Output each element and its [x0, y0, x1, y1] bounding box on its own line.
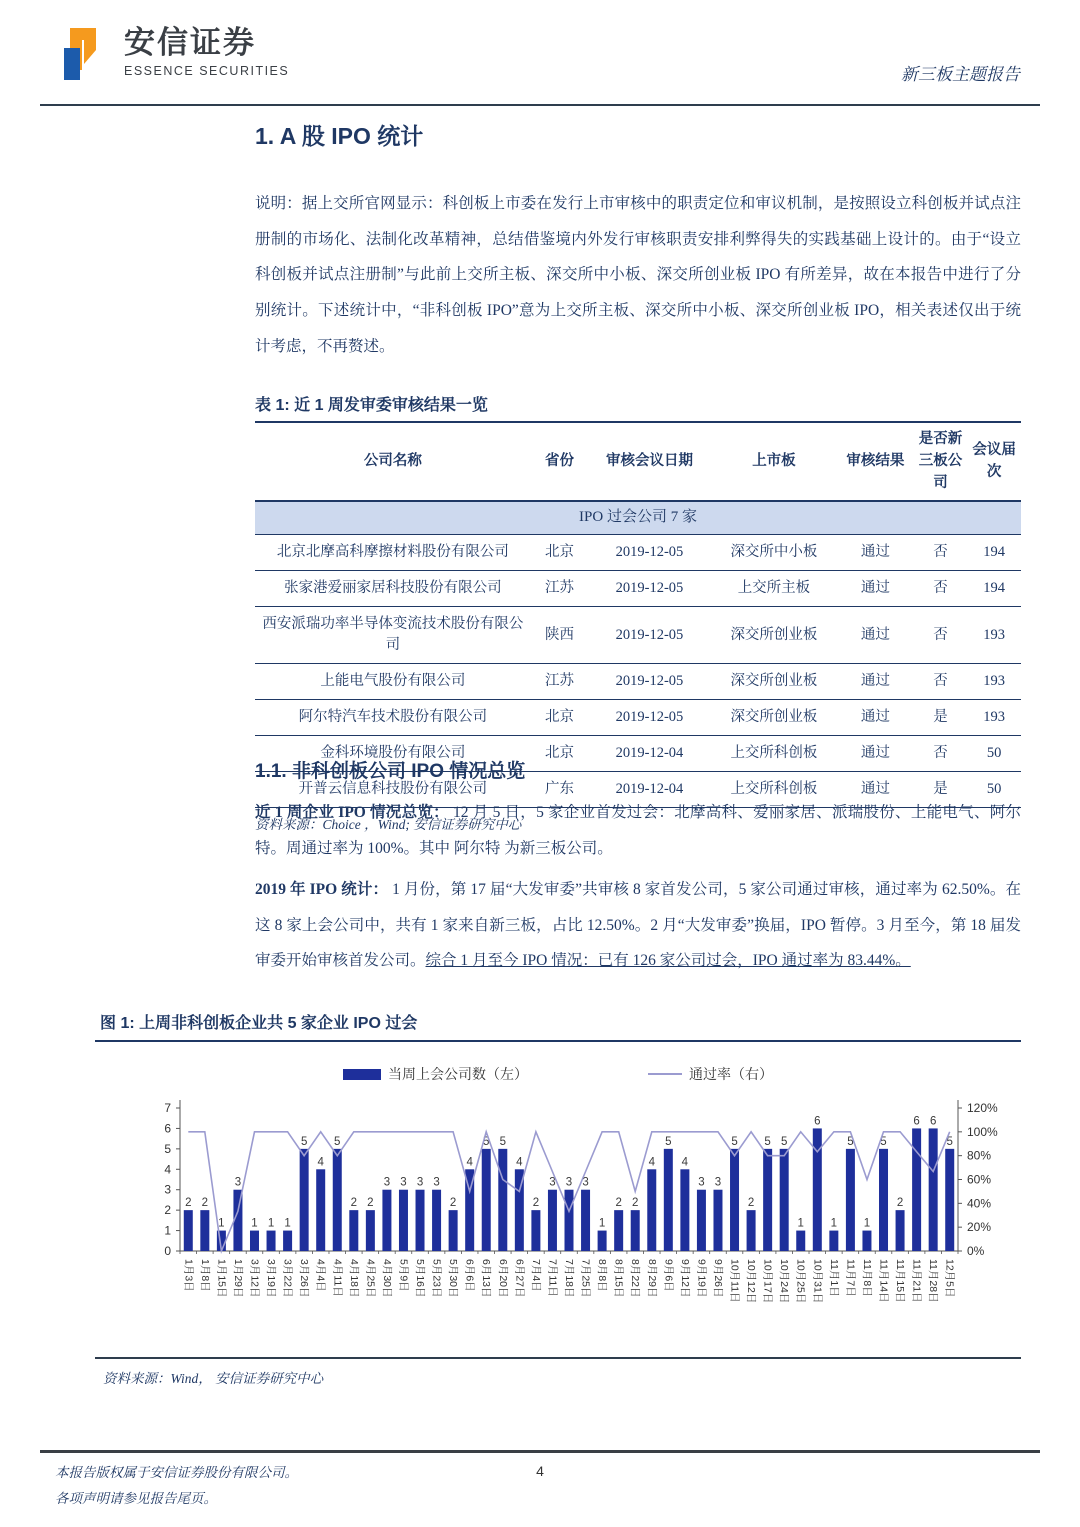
svg-text:10月25日: 10月25日 [794, 1259, 807, 1304]
table-cell: 2019-12-05 [615, 580, 684, 597]
svg-text:5: 5 [780, 1135, 788, 1148]
svg-text:6月20日: 6月20日 [496, 1259, 509, 1298]
svg-text:5月23日: 5月23日 [430, 1259, 443, 1298]
svg-text:4月18日: 4月18日 [347, 1259, 360, 1298]
table-cell: 194 [983, 544, 1006, 560]
svg-text:80%: 80% [967, 1148, 992, 1163]
svg-text:120%: 120% [967, 1101, 998, 1115]
svg-text:3: 3 [383, 1176, 391, 1189]
weekly-summary-text: 12 月 5 日，5 家企业首发过会：北摩高科、爱丽家居、派瑞股份、上能电气、阿尔特。周通过率为 100%。其中 阿尔特 为新三板公司。 [255, 804, 1021, 857]
svg-text:6: 6 [814, 1115, 821, 1128]
table-column-header: 会议届次 [972, 441, 1016, 480]
table-cell: 深交所创业板 [730, 709, 818, 726]
page-header [62, 26, 1020, 91]
table-cell: 通过 [860, 580, 890, 597]
svg-text:1: 1 [830, 1217, 838, 1230]
figure-1-caption-rule [95, 1040, 1021, 1042]
svg-text:1: 1 [164, 1223, 171, 1238]
svg-text:2: 2 [164, 1203, 171, 1218]
table-1-caption: 表 1: 近 1 周发审委审核结果一览 [255, 397, 488, 414]
svg-text:40%: 40% [967, 1196, 992, 1211]
table-cell: 通过 [860, 781, 890, 798]
svg-text:4: 4 [648, 1156, 655, 1169]
svg-text:0: 0 [164, 1244, 171, 1258]
table-cell: 广东 [544, 781, 574, 798]
svg-text:2: 2 [185, 1197, 192, 1210]
svg-text:4: 4 [516, 1156, 523, 1169]
svg-text:9月6日: 9月6日 [662, 1259, 675, 1292]
table-cell: 2019-12-05 [615, 709, 684, 726]
svg-text:6: 6 [164, 1121, 171, 1136]
ipo-weekly-chart [95, 1088, 1021, 1344]
svg-text:3: 3 [698, 1176, 705, 1189]
svg-text:3: 3 [400, 1176, 407, 1189]
svg-text:9月19日: 9月19日 [695, 1259, 708, 1298]
footer-line1: 本报告版权属于安信证券股份有限公司。 [55, 1465, 298, 1480]
svg-text:1: 1 [863, 1217, 871, 1230]
table-column-header: 省份 [544, 452, 574, 469]
svg-text:1: 1 [267, 1217, 275, 1230]
svg-text:11月1日: 11月1日 [827, 1259, 840, 1297]
svg-text:11月28日: 11月28日 [927, 1259, 940, 1303]
table-cell: 西安派瑞功率半导体变流技术股份有限公司 [262, 616, 524, 654]
table-cell: 50 [986, 781, 1002, 798]
svg-text:11月8日: 11月8日 [860, 1259, 873, 1297]
footer-rule [40, 1450, 1040, 1453]
table-cell: 上交所科创板 [730, 781, 818, 798]
footer-line2: 各项声明请参见报告尾页。 [55, 1490, 217, 1506]
svg-text:12月5日: 12月5日 [943, 1259, 956, 1298]
svg-text:8月22日: 8月22日 [629, 1259, 642, 1298]
table-cell: 阿尔特汽车技术股份有限公司 [298, 709, 488, 726]
brand-name-cn: 安信证券 [124, 25, 256, 60]
table-cell: 193 [983, 709, 1006, 726]
table-cell: 否 [933, 580, 948, 597]
svg-text:6: 6 [929, 1115, 937, 1128]
yearly-summary-lead: 2019 年 IPO 统计： [255, 881, 389, 898]
svg-text:1: 1 [251, 1217, 258, 1230]
table-cell: 北京北摩高科摩擦材料股份有限公司 [276, 544, 509, 560]
svg-text:3: 3 [549, 1176, 556, 1189]
bar-series-swatch [343, 1069, 381, 1080]
svg-text:5月30日: 5月30日 [447, 1259, 460, 1298]
svg-text:8月8日: 8月8日 [596, 1259, 609, 1292]
svg-text:10月24日: 10月24日 [778, 1259, 791, 1304]
svg-text:5: 5 [483, 1135, 490, 1148]
table-row [255, 607, 1021, 664]
svg-text:3月26日: 3月26日 [298, 1259, 311, 1298]
table-cell: 2019-12-05 [615, 626, 684, 643]
table-group-header-row [255, 501, 1021, 534]
svg-text:3: 3 [164, 1182, 171, 1197]
table-cell: 深交所中小板 [730, 544, 818, 560]
figure-1-bottom-rule [95, 1357, 1021, 1359]
svg-text:6月13日: 6月13日 [480, 1259, 493, 1298]
svg-text:4月4日: 4月4日 [314, 1259, 327, 1292]
table-cell: 否 [933, 745, 948, 762]
svg-text:4月11日: 4月11日 [331, 1259, 344, 1297]
svg-text:10月17日: 10月17日 [761, 1259, 774, 1304]
svg-text:2: 2 [532, 1197, 540, 1210]
table-row [255, 535, 1021, 571]
table-cell: 北京 [544, 745, 574, 762]
svg-text:7月18日: 7月18日 [563, 1259, 575, 1298]
table-cell: 2019-12-05 [615, 673, 684, 690]
svg-text:60%: 60% [967, 1172, 992, 1187]
chart-legend [95, 1064, 1021, 1084]
table-cell: 通过 [860, 673, 890, 690]
svg-text:5: 5 [880, 1135, 887, 1148]
svg-text:8月29日: 8月29日 [645, 1259, 658, 1298]
essence-logo-icon [62, 26, 114, 91]
table-column-header: 审核会议日期 [605, 452, 693, 469]
svg-text:5: 5 [764, 1135, 771, 1148]
table-row [255, 700, 1021, 736]
svg-text:3: 3 [714, 1176, 722, 1189]
svg-text:11月14日: 11月14日 [877, 1259, 890, 1303]
svg-text:4月25日: 4月25日 [364, 1259, 377, 1298]
svg-text:2: 2 [632, 1197, 639, 1210]
svg-text:2: 2 [896, 1197, 904, 1210]
table-cell: 开普云信息科技股份有限公司 [298, 781, 488, 798]
table-cell: 陕西 [544, 626, 574, 643]
table-cell: 上交所主板 [737, 580, 811, 597]
figure-1-source: 资料来源：Wind， 安信证券研究中心 [103, 1371, 324, 1386]
table-cell: 北京 [544, 709, 574, 726]
svg-text:5: 5 [665, 1135, 672, 1148]
weekly-summary-paragraph [255, 795, 1021, 866]
svg-text:5月9日: 5月9日 [397, 1259, 410, 1292]
svg-text:3月19日: 3月19日 [265, 1259, 278, 1298]
svg-text:5: 5 [334, 1135, 341, 1148]
svg-text:1月29日: 1月29日 [231, 1259, 244, 1298]
svg-text:10月11日: 10月11日 [728, 1259, 741, 1303]
table-cell: 上能电气股份有限公司 [320, 673, 466, 690]
svg-text:6月6日: 6月6日 [463, 1259, 476, 1292]
table-cell: 50 [986, 745, 1002, 762]
svg-text:4: 4 [681, 1156, 689, 1169]
table-cell: 194 [983, 580, 1006, 597]
svg-text:7: 7 [164, 1101, 171, 1115]
svg-text:4月30日: 4月30日 [380, 1259, 393, 1298]
svg-text:1月8日: 1月8日 [198, 1259, 211, 1292]
table-cell: 2019-12-05 [615, 544, 684, 560]
table-row [255, 571, 1021, 607]
svg-text:2: 2 [350, 1197, 358, 1210]
table-column-header: 公司名称 [363, 452, 422, 469]
section-1-intro: 说明：据上交所官网显示：科创板上市委在发行上市审核中的职责定位和审议机制，是按照设立科创板并试点注册制的市场化、法制化改革精神，总结借鉴境内外发行审核职责安排利弊得失的实践基础上设计的。由于“设立科创板并试点注册制”与此前上交所主板、深交所中小板、深交所创业板 IPO 有所差异，故在本报告中进行了分别统计。下述统计中，“非科创板 IPO”意为上交所主板、深交所中小板、深交所创业板 IPO，相关表述仅出于统计考虑，不再赘述。 [255, 195, 1021, 355]
section-1-title: 1. A 股 IPO 统计 [255, 123, 424, 149]
bar-series-label: 当周上会公司数（左） [388, 1066, 528, 1082]
svg-text:1: 1 [284, 1217, 291, 1230]
table-header-row [255, 423, 1021, 501]
svg-text:4: 4 [466, 1156, 473, 1169]
table-cell: 否 [933, 673, 948, 690]
svg-text:1月3日: 1月3日 [182, 1259, 195, 1292]
svg-text:3: 3 [565, 1176, 573, 1189]
brand-name-en: ESSENCE SECURITIES [124, 64, 290, 79]
svg-text:3: 3 [416, 1176, 424, 1189]
table-cell: 深交所创业板 [730, 673, 818, 690]
svg-text:2: 2 [449, 1197, 457, 1210]
svg-text:11月21日: 11月21日 [910, 1259, 923, 1303]
svg-text:4: 4 [164, 1162, 171, 1177]
svg-text:2: 2 [201, 1197, 209, 1210]
table-cell: 是 [933, 709, 948, 726]
line-series-label: 通过率（右） [689, 1066, 773, 1082]
table-cell: 通过 [860, 544, 890, 560]
table-column-header: 审核结果 [846, 452, 905, 469]
svg-text:9月26日: 9月26日 [711, 1259, 724, 1298]
svg-text:3: 3 [234, 1176, 242, 1189]
table-1-source: 资料来源：Choice ，Wind; 安信证券研究中心 [255, 817, 522, 833]
figure-1-block [95, 1010, 1021, 1387]
svg-text:20%: 20% [967, 1220, 992, 1235]
table-column-header: 上市板 [752, 452, 796, 469]
svg-text:3月12日: 3月12日 [248, 1259, 261, 1298]
yearly-summary-text: 1 月份，第 17 届“大发审委”共审核 8 家首发公司，5 家公司通过审核，通过率为 62.50%。在这 8 家上会公司中，共有 1 家来自新三板，占比 12.50%。2 月“大发审委”换届，IPO 暂停。3 月至今，第 18 届发审委开始审核首发公司。 [255, 881, 1021, 970]
chart-area [95, 1088, 1021, 1349]
svg-text:1: 1 [218, 1217, 225, 1230]
legend-item-line [648, 1064, 773, 1084]
table-cell: 2019-12-04 [615, 745, 684, 762]
section-1-1-title: 1.1. 非科创板公司 IPO 情况总览 [255, 761, 526, 782]
table-row [255, 664, 1021, 700]
svg-text:2: 2 [367, 1197, 374, 1210]
svg-text:6月27日: 6月27日 [513, 1259, 526, 1298]
svg-text:8月15日: 8月15日 [612, 1259, 625, 1298]
table-cell: 深交所创业板 [730, 626, 818, 643]
table-cell: 否 [933, 626, 948, 643]
table-cell: 通过 [860, 745, 890, 762]
table-cell: 江苏 [544, 580, 574, 597]
report-type-label: 新三板主题报告 [901, 65, 1020, 84]
table-group-header: IPO 过会公司 7 家 [255, 501, 1021, 534]
svg-text:3: 3 [582, 1176, 589, 1189]
table-cell: 金科环境股份有限公司 [320, 745, 466, 762]
svg-text:7月25日: 7月25日 [579, 1259, 592, 1298]
svg-text:3月22日: 3月22日 [281, 1259, 294, 1298]
table-column-header: 是否新三板公司 [918, 431, 963, 491]
svg-text:100%: 100% [967, 1124, 998, 1139]
header-rule [40, 104, 1040, 106]
weekly-summary-lead: 近 1 周企业 IPO 情况总览： [255, 804, 449, 821]
svg-text:5月16日: 5月16日 [414, 1259, 427, 1298]
svg-text:11月15日: 11月15日 [894, 1259, 907, 1303]
table-cell: 北京 [544, 544, 574, 560]
table-cell: 通过 [860, 709, 890, 726]
svg-text:6: 6 [913, 1115, 920, 1128]
svg-text:5: 5 [847, 1135, 854, 1148]
table-cell: 193 [983, 626, 1006, 643]
yearly-summary-paragraph [255, 872, 1021, 979]
svg-text:5: 5 [946, 1135, 953, 1148]
svg-text:10月31日: 10月31日 [811, 1259, 824, 1304]
svg-text:11月7日: 11月7日 [844, 1259, 857, 1297]
svg-text:3: 3 [433, 1176, 440, 1189]
yearly-summary-underlined: 综合 1 月至今 IPO 情况：已有 126 家公司过会，IPO 通过率为 83.44%。 [425, 952, 911, 970]
figure-1-caption: 图 1: 上周非科创板企业共 5 家企业 IPO 过会 [100, 1015, 418, 1032]
svg-text:10月12日: 10月12日 [745, 1259, 758, 1304]
table-cell: 193 [983, 673, 1006, 690]
legend-item-bars [343, 1064, 528, 1084]
svg-text:5: 5 [731, 1135, 738, 1148]
svg-text:1: 1 [797, 1217, 804, 1230]
table-cell: 是 [933, 781, 948, 798]
svg-text:2: 2 [747, 1197, 755, 1210]
svg-text:9月12日: 9月12日 [678, 1259, 691, 1298]
svg-text:0%: 0% [967, 1244, 985, 1258]
page-number: 4 [536, 1463, 544, 1479]
table-cell: 否 [933, 544, 948, 560]
table-cell: 上交所科创板 [730, 745, 818, 762]
line-series-swatch [648, 1073, 682, 1075]
svg-text:5: 5 [164, 1141, 171, 1156]
svg-text:7月4日: 7月4日 [529, 1259, 542, 1292]
svg-text:7月11日: 7月11日 [546, 1259, 559, 1297]
svg-text:4: 4 [317, 1156, 324, 1169]
svg-text:5: 5 [499, 1135, 506, 1148]
svg-text:1月15日: 1月15日 [215, 1259, 228, 1298]
table-cell: 通过 [860, 626, 890, 643]
table-cell: 江苏 [544, 673, 574, 690]
svg-text:2: 2 [615, 1197, 622, 1210]
ipo-results-table [255, 423, 1021, 808]
table-cell: 2019-12-04 [615, 781, 684, 798]
table-cell: 张家港爱丽家居科技股份有限公司 [284, 580, 502, 597]
svg-text:1: 1 [598, 1217, 606, 1230]
svg-text:5: 5 [300, 1135, 308, 1148]
brand-logo [62, 26, 289, 91]
